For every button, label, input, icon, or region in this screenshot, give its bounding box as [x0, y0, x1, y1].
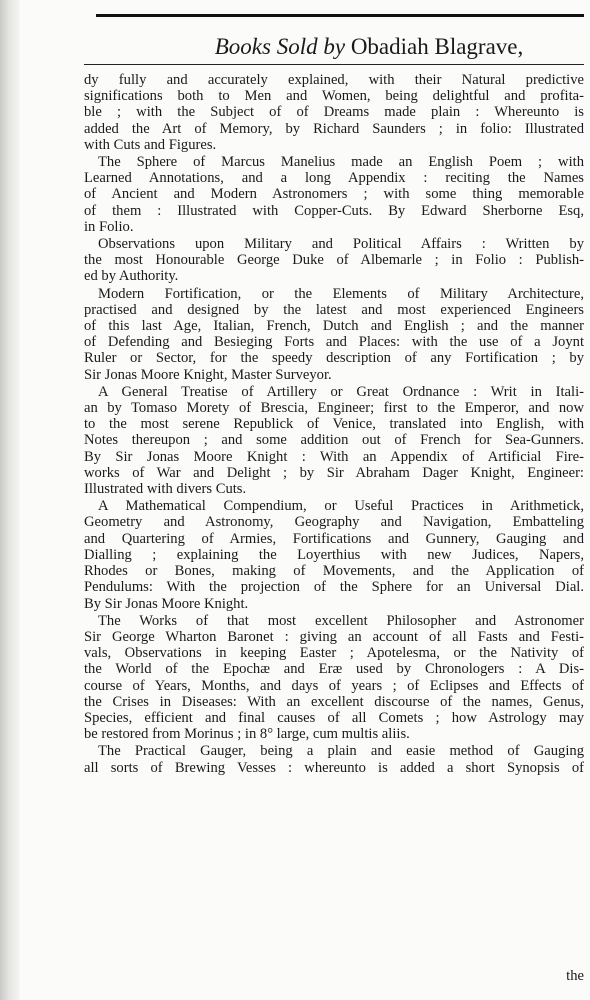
- text-line: Illustrated with divers Cuts.: [84, 481, 247, 498]
- paragraph-wharton: [84, 613, 584, 743]
- text-line: By Sir Jonas Moore Knight : With an Appendix of Artificial Fire-: [84, 448, 584, 465]
- running-head-text: [215, 34, 524, 60]
- header-rule: [84, 64, 584, 65]
- text-line: Sir Jonas Moore Knight, Master Surveyor.: [84, 366, 332, 383]
- text-line: of this last Age, Italian, French, Dutch and English ; and the manner: [84, 318, 584, 335]
- paragraph-compendium: [84, 498, 584, 611]
- text-line: course of Years, Months, and days of years ; of Eclipses and Effects of: [84, 677, 584, 694]
- paragraph-sphere: [84, 154, 584, 235]
- text-line: the most Honourable George Duke of Albemarle ; in Folio : Publish-: [84, 252, 584, 269]
- book-page: [84, 0, 584, 1000]
- body-text: [84, 72, 584, 777]
- text-line: practised and designed by the latest and most experienced Engineers: [84, 301, 584, 318]
- catchword: the: [566, 968, 584, 984]
- text-line: A Mathematical Compendium, or Useful Practices in Arithmetick,: [98, 498, 584, 515]
- text-line: Dialling ; explaining the Loyerthius with new Judices, Napers,: [84, 546, 584, 563]
- header-name: Obadiah Blagrave,: [350, 34, 524, 59]
- text-line: By Sir Jonas Moore Knight.: [84, 595, 249, 612]
- text-line: be restored from Morinus ; in 8° large, cum multis aliis.: [84, 726, 410, 743]
- text-line: an by Tomaso Morety of Brescia, Engineer; first to the Emperor, and now: [84, 400, 584, 417]
- top-rule: [96, 14, 584, 17]
- text-line: vals, Observations in keeping Easter ; Apotelesma, or the Nativity of: [84, 645, 584, 662]
- paragraph-observations: [84, 236, 584, 285]
- text-line: added the Art of Memory, by Richard Saunders ; in folio: Illustrated: [84, 120, 584, 137]
- text-line: of Defending and Besieging Forts and Places: with the use of a Joynt: [84, 334, 584, 351]
- text-line: Learned Annotations, and a long Appendix : reciting the Names: [84, 170, 584, 187]
- text-line: Sir George Wharton Baronet : giving an account of all Fasts and Festi-: [84, 628, 584, 645]
- paragraph-dreams: [84, 72, 584, 153]
- text-line: Pendulums: With the projection of the Sphere for an Universal Dial.: [84, 579, 584, 596]
- text-line: works of War and Delight ; by Sir Abraham Dager Knight, Engineer:: [84, 464, 584, 481]
- text-line: dy fully and accurately explained, with their Natural predictive: [84, 72, 584, 88]
- text-line: in Folio.: [84, 218, 134, 235]
- header-prefix: Books Sold by: [214, 34, 346, 59]
- text-line: to the most serene Republick of Venice, translated into English, with: [84, 416, 584, 433]
- text-line: all sorts of Brewing Vesses : whereunto is added a short Synopsis of: [84, 759, 584, 776]
- text-line: Notes thereupon ; and some addition out of French for Sea-Gunners.: [84, 432, 584, 449]
- text-line: of Ancient and Modern Astronomers ; with some thing memorable: [84, 186, 584, 203]
- paragraph-gauger: [84, 743, 584, 775]
- text-line: and Quartering of Armies, Fortifications and Gunnery, Gauging and: [84, 530, 584, 547]
- text-line: Modern Fortification, or the Elements of Military Architecture,: [98, 285, 584, 302]
- text-line: The Sphere of Marcus Manelius made an English Poem ; with: [98, 154, 584, 171]
- running-header: [154, 24, 584, 60]
- text-line: the Crises in Diseases: With an excellent discourse of the names, Genus,: [84, 693, 584, 710]
- text-line: A General Treatise of Artillery or Great Ordnance : Writ in Itali-: [98, 383, 584, 400]
- text-line: The Works of that most excellent Philosopher and Astronomer: [98, 612, 584, 629]
- text-line: significations both to Men and Women, being delightful and profita-: [84, 88, 584, 105]
- text-line: the World of the Epochæ and Eræ used by Chronologers : A Dis-: [84, 661, 584, 678]
- text-line: Rhodes or Bones, making of Movements, and the Application of: [84, 563, 584, 580]
- text-line: Geometry and Astronomy, Geography and Navigation, Embatteling: [84, 514, 584, 531]
- text-line: with Cuts and Figures.: [84, 136, 217, 153]
- text-line: ed by Authority.: [84, 268, 179, 285]
- paragraph-artillery: [84, 384, 584, 497]
- text-line: ble ; with the Subject of of Dreams made plain : Whereunto is: [84, 104, 584, 121]
- text-line: The Practical Gauger, being a plain and easie method of Gauging: [98, 743, 584, 760]
- paragraph-fortification: [84, 286, 584, 383]
- text-line: Species, efficient and final causes of all Comets ; how Astrology may: [84, 709, 584, 726]
- text-line: of them : Illustrated with Copper-Cuts. By Edward Sherborne Esq,: [84, 202, 584, 219]
- text-line: Observations upon Military and Political Affairs : Written by: [98, 236, 584, 253]
- text-line: Ruler or Sector, for the speedy description of any Fortification ; by: [84, 350, 584, 367]
- binding-gutter: [0, 0, 20, 1000]
